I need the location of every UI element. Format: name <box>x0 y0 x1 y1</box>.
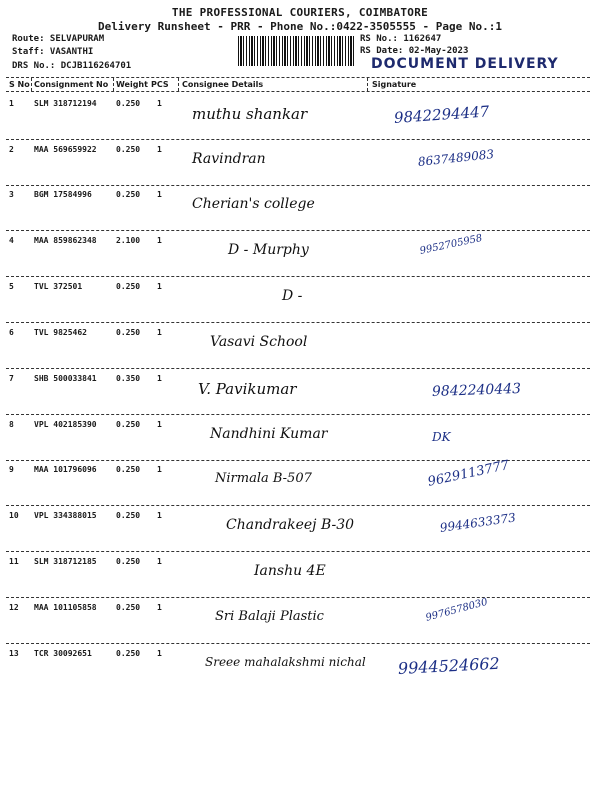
col-header-consignee: Consignee Details <box>182 80 264 89</box>
col-sep <box>367 78 368 91</box>
row-weight: 0.250 <box>116 145 141 154</box>
row-weight: 0.250 <box>116 465 141 474</box>
row-divider <box>6 368 590 369</box>
row-consignee: Sri Balaji Plastic <box>215 609 324 624</box>
row-consignment-no: MAA 101796096 <box>34 465 97 474</box>
row-sno: 9 <box>9 465 14 474</box>
row-signature: 9842240443 <box>431 380 522 400</box>
document-delivery-stamp: DOCUMENT DELIVERY <box>371 56 559 72</box>
row-weight: 0.250 <box>116 282 141 291</box>
barcode <box>238 36 356 66</box>
row-consignment-no: SLM 318712185 <box>34 557 97 566</box>
row-consignee: Cherian's college <box>192 196 315 212</box>
col-header-sno: S No <box>9 80 30 89</box>
drs-number: DRS No.: DCJB116264701 <box>12 61 132 71</box>
row-consignment-no: TVL 9825462 <box>34 328 87 337</box>
row-consignment-no: TVL 372501 <box>34 282 83 291</box>
row-consignee: Ianshu 4E <box>254 563 326 579</box>
col-sep <box>113 78 114 91</box>
row-consignment-no: MAA 101105858 <box>34 603 97 612</box>
row-consignee: Sreee mahalakshmi nichal <box>205 655 366 669</box>
row-sno: 7 <box>9 374 14 383</box>
row-signature: 9842294447 <box>393 102 490 127</box>
row-divider <box>6 551 590 552</box>
row-sno: 2 <box>9 145 14 154</box>
col-header-consignment: Consignment No <box>34 80 109 89</box>
runsheet-subtitle: Delivery Runsheet - PRR - Phone No.:0422-3505555 - Page No.:1 <box>98 20 502 33</box>
row-consignee: V. Pavikumar <box>198 380 297 398</box>
row-sno: 12 <box>9 603 19 612</box>
row-pcs: 1 <box>157 603 162 612</box>
row-consignment-no: MAA 569659922 <box>34 145 97 154</box>
row-signature: 9944524662 <box>397 653 501 678</box>
row-signature: 9952705958 <box>418 232 484 257</box>
row-consignment-no: TCR 30092651 <box>34 649 92 658</box>
row-consignee: D - Murphy <box>228 242 309 258</box>
row-pcs: 1 <box>157 328 162 337</box>
row-sno: 13 <box>9 649 19 658</box>
row-pcs: 1 <box>157 649 162 658</box>
row-weight: 0.350 <box>116 374 141 383</box>
rs-number: RS No.: 1162647 <box>360 34 442 44</box>
row-signature: 9629113777 <box>426 457 511 490</box>
col-header-pcs: PCS <box>151 80 169 89</box>
row-sno: 11 <box>9 557 19 566</box>
row-consignee: D - <box>282 288 303 304</box>
row-consignment-no: SLM 318712194 <box>34 99 97 108</box>
row-divider <box>6 414 590 415</box>
row-consignment-no: SHB 500033841 <box>34 374 97 383</box>
row-divider <box>6 322 590 323</box>
col-header-signature: Signature <box>372 80 417 89</box>
row-weight: 0.250 <box>116 557 141 566</box>
row-signature: 8637489083 <box>417 147 495 169</box>
row-consignment-no: VPL 402185390 <box>34 420 97 429</box>
row-consignee: muthu shankar <box>192 105 308 123</box>
company-title: THE PROFESSIONAL COURIERS, COIMBATORE <box>171 6 429 19</box>
row-divider <box>6 230 590 231</box>
row-pcs: 1 <box>157 282 162 291</box>
row-divider <box>6 185 590 186</box>
row-divider <box>6 505 590 506</box>
row-divider <box>6 276 590 277</box>
row-consignment-no: BGM 17584996 <box>34 190 92 199</box>
row-signature: 9944633373 <box>439 510 517 535</box>
row-pcs: 1 <box>157 374 162 383</box>
row-signature: DK <box>432 430 451 444</box>
col-sep <box>31 78 32 91</box>
row-consignee: Vasavi School <box>210 334 308 350</box>
row-divider <box>6 643 590 644</box>
row-pcs: 1 <box>157 236 162 245</box>
row-consignment-no: MAA 859862348 <box>34 236 97 245</box>
rs-date: RS Date: 02-May-2023 <box>360 46 469 56</box>
header-bottom-rule <box>6 91 590 92</box>
row-consignee: Chandrakeej B-30 <box>226 517 355 533</box>
row-sno: 3 <box>9 190 14 199</box>
row-pcs: 1 <box>157 190 162 199</box>
row-weight: 0.250 <box>116 649 141 658</box>
row-weight: 0.250 <box>116 603 141 612</box>
row-pcs: 1 <box>157 145 162 154</box>
row-pcs: 1 <box>157 420 162 429</box>
row-pcs: 1 <box>157 465 162 474</box>
row-signature: 9976578030 <box>424 596 489 624</box>
row-sno: 10 <box>9 511 19 520</box>
row-divider <box>6 597 590 598</box>
row-sno: 5 <box>9 282 14 291</box>
route: Route: SELVAPURAM <box>12 34 105 44</box>
row-sno: 6 <box>9 328 14 337</box>
row-weight: 0.250 <box>116 420 141 429</box>
row-consignee: Nandhini Kumar <box>210 426 328 442</box>
row-weight: 0.250 <box>116 99 141 108</box>
row-weight: 2.100 <box>116 236 141 245</box>
row-weight: 0.250 <box>116 511 141 520</box>
staff: Staff: VASANTHI <box>12 47 94 57</box>
header-top-rule <box>6 77 590 78</box>
row-pcs: 1 <box>157 557 162 566</box>
row-sno: 4 <box>9 236 14 245</box>
row-consignment-no: VPL 334388015 <box>34 511 97 520</box>
col-header-weight: Weight <box>116 80 148 89</box>
row-weight: 0.250 <box>116 190 141 199</box>
row-weight: 0.250 <box>116 328 141 337</box>
row-consignee: Nirmala B-507 <box>215 471 312 486</box>
row-sno: 1 <box>9 99 14 108</box>
row-pcs: 1 <box>157 99 162 108</box>
col-sep <box>178 78 179 91</box>
row-consignee: Ravindran <box>192 151 266 167</box>
row-divider <box>6 139 590 140</box>
row-pcs: 1 <box>157 511 162 520</box>
row-sno: 8 <box>9 420 14 429</box>
